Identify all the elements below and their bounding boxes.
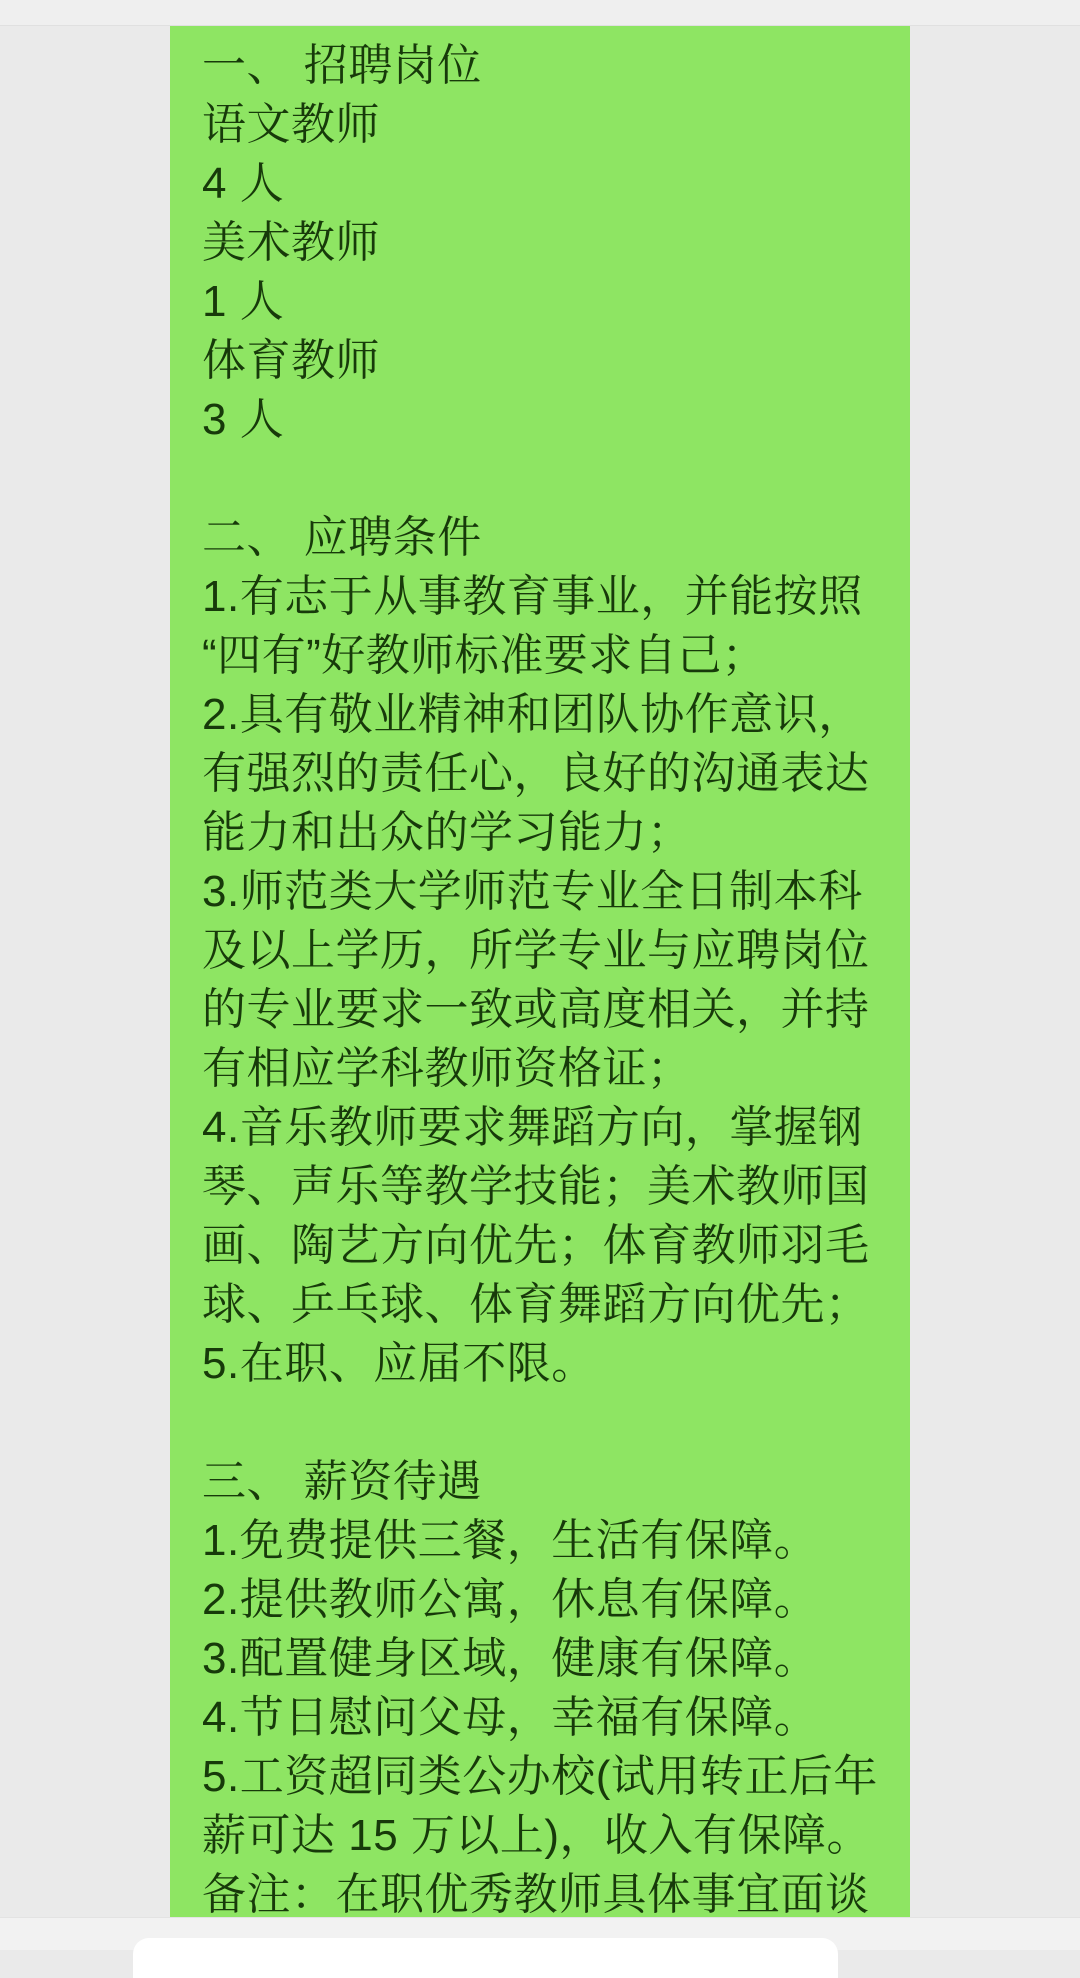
notice-line: 3 人	[202, 395, 285, 444]
notice-line: 一、 招聘岗位	[202, 41, 482, 90]
notice-line: 4 人	[202, 159, 285, 208]
notice-line: 备注：在职优秀教师具体事宜面谈	[202, 1870, 870, 1917]
notice-line: 语文教师	[202, 100, 380, 149]
notice-line: 3.配置健身区域，健康有保障。	[202, 1634, 819, 1683]
notice-line: 的专业要求一致或高度相关，并持	[202, 985, 870, 1034]
notice-line: 琴、声乐等教学技能；美术教师国	[202, 1162, 870, 1211]
notice-line: 二、 应聘条件	[202, 513, 482, 562]
notice-line: 能力和出众的学习能力；	[202, 808, 692, 857]
notice-line: 5.工资超同类公办校(试用转正后年	[202, 1752, 878, 1801]
notice-line: 有强烈的责任心，良好的沟通表达	[202, 749, 870, 798]
notice-line: “四有”好教师标准要求自己；	[202, 631, 767, 680]
notice-line: 1 人	[202, 277, 285, 326]
bottom-sheet-card[interactable]	[133, 1938, 838, 1978]
notice-line: 3.师范类大学师范专业全日制本科	[202, 867, 863, 916]
notice-line: 4.音乐教师要求舞蹈方向，掌握钢	[202, 1103, 863, 1152]
status-bar-area	[0, 0, 1080, 26]
image-viewer	[0, 26, 1080, 1917]
notice-line: 有相应学科教师资格证；	[202, 1044, 692, 1093]
notice-blank-line	[202, 1393, 882, 1452]
notice-line: 1.免费提供三餐，生活有保障。	[202, 1516, 819, 1565]
notice-line: 画、陶艺方向优先；体育教师羽毛	[202, 1221, 870, 1270]
notice-line: 美术教师	[202, 218, 380, 267]
recruitment-notice-image[interactable]	[170, 26, 910, 1917]
notice-line: 2.具有敬业精神和团队协作意识，	[202, 690, 863, 739]
notice-line: 三、 薪资待遇	[202, 1457, 482, 1506]
notice-blank-line	[202, 449, 882, 508]
notice-line: 4.节日慰问父母，幸福有保障。	[202, 1693, 819, 1742]
notice-line: 体育教师	[202, 336, 380, 385]
notice-line: 球、乒乓球、体育舞蹈方向优先；	[202, 1280, 870, 1329]
notice-line: 1.有志于从事教育事业，并能按照	[202, 572, 863, 621]
notice-line: 薪可达 15 万以上)，收入有保障。	[202, 1811, 872, 1860]
notice-line: 5.在职、应届不限。	[202, 1339, 596, 1388]
notice-line: 2.提供教师公寓，休息有保障。	[202, 1575, 819, 1624]
notice-line: 及以上学历，所学专业与应聘岗位	[202, 926, 870, 975]
